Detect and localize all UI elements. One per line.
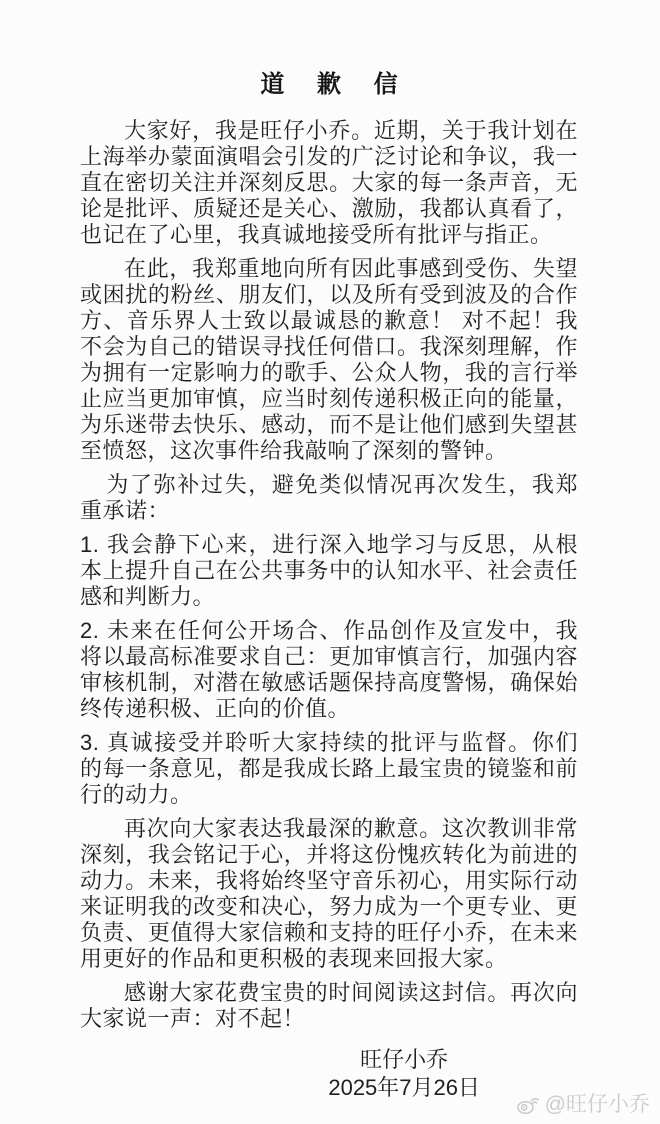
signature-block bbox=[80, 1046, 578, 1102]
signature-name: 旺仔小乔 bbox=[360, 1047, 449, 1072]
promise-item-2: 2. 未来在任何公开场合、作品创作及宣发中，我将以最高标准要求自己：更加审慎言行，加强内容审核机制，对潜在敏感话题保持高度警惕，确保始终传递积极、正向的价值。 bbox=[80, 618, 578, 721]
promise-item-1: 1. 我会静下心来，进行深入地学习与反思，从根本上提升自己在公共事务中的认知水平、社会责任感和判断力。 bbox=[80, 532, 578, 609]
promise-item-3: 3. 真诚接受并聆听大家持续的批评与监督。你们的每一条意见，都是我成长路上最宝贵的镜鉴和前行的动力。 bbox=[80, 730, 578, 807]
signature-date: 2025年7月26日 bbox=[328, 1075, 480, 1100]
weibo-watermark bbox=[516, 1094, 650, 1116]
letter-body bbox=[80, 118, 578, 1032]
letter-title: 道 歉 信 bbox=[260, 71, 411, 98]
watermark-handle: @旺仔小乔 bbox=[544, 1093, 650, 1116]
paragraph-thanks: 感谢大家花费宝贵的时间阅读这封信。再次向大家说一声：对不起！ bbox=[80, 980, 578, 1031]
paragraph-intro: 大家好，我是旺仔小乔。近期，关于我计划在上海举办蒙面演唱会引发的广泛讨论和争议，我一直在密切关注并深刻反思。大家的每一条声音，无论是批评、质疑还是关心、激励，我都认真看了，也记在了心里，我真诚地接受所有批评与指正。 bbox=[80, 118, 578, 247]
weibo-icon bbox=[516, 1095, 540, 1115]
paragraph-closing: 再次向大家表达我最深的歉意。这次教训非常深刻，我会铭记于心，并将这份愧疚转化为前进的动力。未来，我将始终坚守音乐初心，用实际行动来证明我的改变和决心，努力成为一个更专业、更负责、更值得大家信赖和支持的旺仔小乔，在未来用更好的作品和更积极的表现来回报大家。 bbox=[80, 816, 578, 971]
paragraph-apology: 在此，我郑重地向所有因此事感到受伤、失望或困扰的粉丝、朋友们，以及所有受到波及的合作方、音乐界人士致以最诚恳的歉意！ 对不起！我不会为自己的错误寻找任何借口。我深刻理解，作为拥有一定影响力的歌手、公众人物，我的言行举止应当更加审慎，应当时刻传递积极正向的能量，为乐迷带去快乐、感动，而不是让他们感到失望甚至愤怒，这次事件给我敲响了深刻的警钟。 bbox=[80, 256, 578, 463]
paragraph-promise-intro: 为了弥补过失，避免类似情况再次发生，我郑重承诺： bbox=[80, 472, 578, 523]
